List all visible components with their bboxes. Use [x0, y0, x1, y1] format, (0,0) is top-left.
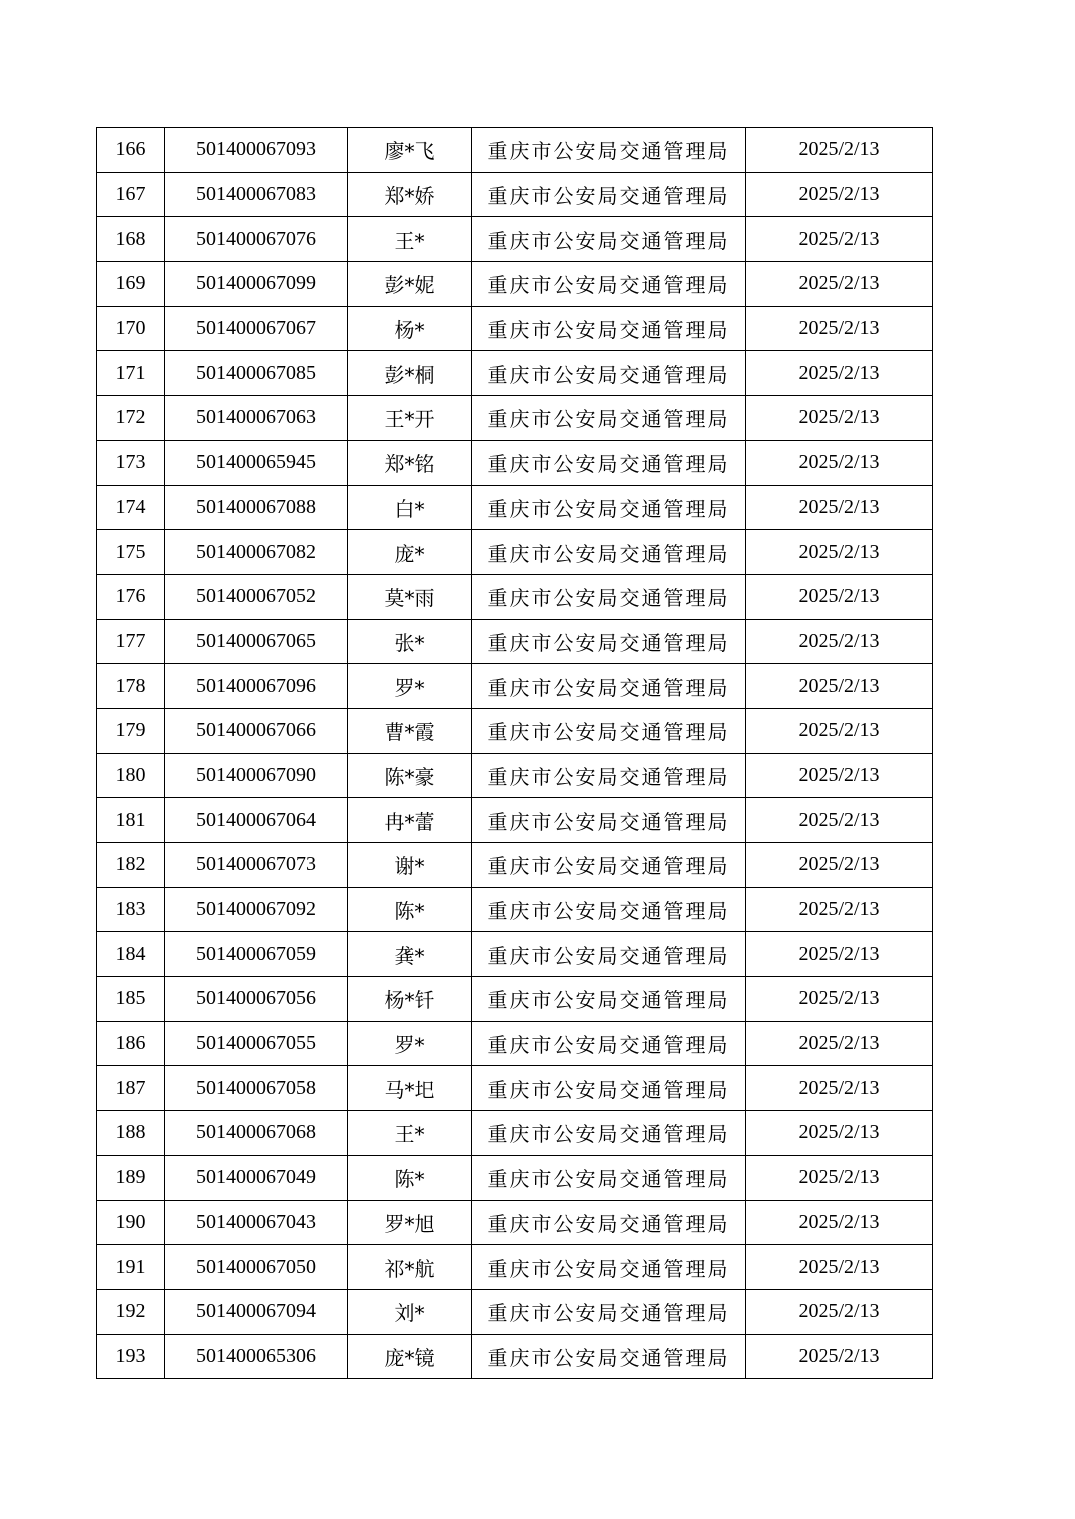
cell-date: 2025/2/13 — [746, 932, 933, 977]
cell-code: 501400067090 — [165, 753, 348, 798]
cell-org: 重庆市公安局交通管理局 — [472, 1334, 746, 1379]
cell-code: 501400067082 — [165, 530, 348, 575]
cell-seq: 193 — [97, 1334, 165, 1379]
cell-date: 2025/2/13 — [746, 1289, 933, 1334]
cell-seq: 175 — [97, 530, 165, 575]
cell-name: 陈* — [348, 887, 472, 932]
cell-name: 罗* — [348, 1021, 472, 1066]
cell-seq: 186 — [97, 1021, 165, 1066]
cell-date: 2025/2/13 — [746, 798, 933, 843]
table-row — [97, 1289, 933, 1334]
cell-name: 彭*妮 — [348, 262, 472, 307]
cell-seq: 184 — [97, 932, 165, 977]
cell-seq: 185 — [97, 977, 165, 1022]
table-row — [97, 485, 933, 530]
cell-seq: 189 — [97, 1155, 165, 1200]
cell-code: 501400067076 — [165, 217, 348, 262]
cell-seq: 173 — [97, 440, 165, 485]
table-row — [97, 172, 933, 217]
cell-date: 2025/2/13 — [746, 1245, 933, 1290]
cell-org: 重庆市公安局交通管理局 — [472, 1021, 746, 1066]
cell-code: 501400067052 — [165, 574, 348, 619]
cell-org: 重庆市公安局交通管理局 — [472, 1289, 746, 1334]
cell-name: 庞*镜 — [348, 1334, 472, 1379]
cell-org: 重庆市公安局交通管理局 — [472, 619, 746, 664]
table-row — [97, 1021, 933, 1066]
cell-seq: 182 — [97, 843, 165, 888]
cell-name: 张* — [348, 619, 472, 664]
cell-code: 501400067065 — [165, 619, 348, 664]
cell-date: 2025/2/13 — [746, 1334, 933, 1379]
cell-date: 2025/2/13 — [746, 396, 933, 441]
cell-date: 2025/2/13 — [746, 351, 933, 396]
cell-org: 重庆市公安局交通管理局 — [472, 753, 746, 798]
cell-code: 501400067056 — [165, 977, 348, 1022]
cell-org: 重庆市公安局交通管理局 — [472, 396, 746, 441]
cell-code: 501400067092 — [165, 887, 348, 932]
cell-name: 刘* — [348, 1289, 472, 1334]
cell-seq: 178 — [97, 664, 165, 709]
cell-seq: 188 — [97, 1111, 165, 1156]
cell-seq: 167 — [97, 172, 165, 217]
cell-name: 王* — [348, 217, 472, 262]
cell-name: 陈*豪 — [348, 753, 472, 798]
cell-name: 祁*航 — [348, 1245, 472, 1290]
cell-seq: 170 — [97, 306, 165, 351]
cell-seq: 176 — [97, 574, 165, 619]
cell-date: 2025/2/13 — [746, 485, 933, 530]
cell-org: 重庆市公安局交通管理局 — [472, 1155, 746, 1200]
cell-seq: 183 — [97, 887, 165, 932]
cell-code: 501400067064 — [165, 798, 348, 843]
cell-code: 501400067073 — [165, 843, 348, 888]
cell-code: 501400067096 — [165, 664, 348, 709]
cell-org: 重庆市公安局交通管理局 — [472, 887, 746, 932]
cell-date: 2025/2/13 — [746, 128, 933, 173]
table-row — [97, 306, 933, 351]
cell-org: 重庆市公安局交通管理局 — [472, 1200, 746, 1245]
cell-org: 重庆市公安局交通管理局 — [472, 798, 746, 843]
cell-seq: 179 — [97, 708, 165, 753]
cell-name: 曹*霞 — [348, 708, 472, 753]
cell-code: 501400067083 — [165, 172, 348, 217]
cell-org: 重庆市公安局交通管理局 — [472, 843, 746, 888]
cell-date: 2025/2/13 — [746, 530, 933, 575]
table-row — [97, 619, 933, 664]
cell-code: 501400067059 — [165, 932, 348, 977]
table-row — [97, 887, 933, 932]
cell-name: 廖*飞 — [348, 128, 472, 173]
cell-code: 501400067093 — [165, 128, 348, 173]
cell-seq: 180 — [97, 753, 165, 798]
cell-seq: 177 — [97, 619, 165, 664]
cell-code: 501400067050 — [165, 1245, 348, 1290]
table-row — [97, 1245, 933, 1290]
table-row — [97, 396, 933, 441]
cell-org: 重庆市公安局交通管理局 — [472, 977, 746, 1022]
table-row — [97, 932, 933, 977]
table-row — [97, 530, 933, 575]
cell-seq: 190 — [97, 1200, 165, 1245]
cell-code: 501400067055 — [165, 1021, 348, 1066]
cell-seq: 171 — [97, 351, 165, 396]
records-table-body — [97, 128, 933, 1379]
table-row — [97, 262, 933, 307]
cell-org: 重庆市公安局交通管理局 — [472, 664, 746, 709]
cell-date: 2025/2/13 — [746, 887, 933, 932]
cell-org: 重庆市公安局交通管理局 — [472, 217, 746, 262]
cell-org: 重庆市公安局交通管理局 — [472, 932, 746, 977]
cell-code: 501400067043 — [165, 1200, 348, 1245]
cell-date: 2025/2/13 — [746, 1066, 933, 1111]
cell-date: 2025/2/13 — [746, 1111, 933, 1156]
cell-date: 2025/2/13 — [746, 262, 933, 307]
cell-code: 501400065945 — [165, 440, 348, 485]
cell-code: 501400067068 — [165, 1111, 348, 1156]
cell-name: 彭*桐 — [348, 351, 472, 396]
cell-code: 501400067066 — [165, 708, 348, 753]
cell-name: 郑*娇 — [348, 172, 472, 217]
cell-code: 501400067099 — [165, 262, 348, 307]
cell-org: 重庆市公安局交通管理局 — [472, 574, 746, 619]
cell-date: 2025/2/13 — [746, 574, 933, 619]
table-row — [97, 217, 933, 262]
cell-org: 重庆市公安局交通管理局 — [472, 440, 746, 485]
cell-org: 重庆市公安局交通管理局 — [472, 1245, 746, 1290]
cell-org: 重庆市公安局交通管理局 — [472, 530, 746, 575]
cell-date: 2025/2/13 — [746, 977, 933, 1022]
cell-name: 王* — [348, 1111, 472, 1156]
cell-org: 重庆市公安局交通管理局 — [472, 128, 746, 173]
cell-org: 重庆市公安局交通管理局 — [472, 1066, 746, 1111]
cell-org: 重庆市公安局交通管理局 — [472, 351, 746, 396]
cell-seq: 172 — [97, 396, 165, 441]
cell-date: 2025/2/13 — [746, 708, 933, 753]
table-row — [97, 753, 933, 798]
table-row — [97, 1155, 933, 1200]
cell-name: 王*开 — [348, 396, 472, 441]
cell-code: 501400067067 — [165, 306, 348, 351]
cell-seq: 187 — [97, 1066, 165, 1111]
cell-code: 501400067088 — [165, 485, 348, 530]
cell-date: 2025/2/13 — [746, 440, 933, 485]
cell-code: 501400067085 — [165, 351, 348, 396]
cell-seq: 191 — [97, 1245, 165, 1290]
table-row — [97, 351, 933, 396]
table-row — [97, 1200, 933, 1245]
cell-date: 2025/2/13 — [746, 843, 933, 888]
cell-org: 重庆市公安局交通管理局 — [472, 1111, 746, 1156]
cell-code: 501400067058 — [165, 1066, 348, 1111]
cell-seq: 192 — [97, 1289, 165, 1334]
cell-date: 2025/2/13 — [746, 619, 933, 664]
cell-date: 2025/2/13 — [746, 1021, 933, 1066]
cell-name: 冉*蕾 — [348, 798, 472, 843]
table-row — [97, 977, 933, 1022]
cell-seq: 168 — [97, 217, 165, 262]
cell-name: 白* — [348, 485, 472, 530]
cell-name: 杨*钎 — [348, 977, 472, 1022]
cell-name: 郑*铭 — [348, 440, 472, 485]
table-row — [97, 574, 933, 619]
cell-date: 2025/2/13 — [746, 753, 933, 798]
cell-name: 庞* — [348, 530, 472, 575]
table-row — [97, 1334, 933, 1379]
records-table — [96, 127, 933, 1379]
table-row — [97, 1111, 933, 1156]
table-row — [97, 798, 933, 843]
cell-org: 重庆市公安局交通管理局 — [472, 262, 746, 307]
cell-name: 罗* — [348, 664, 472, 709]
cell-name: 马*圯 — [348, 1066, 472, 1111]
cell-code: 501400065306 — [165, 1334, 348, 1379]
cell-org: 重庆市公安局交通管理局 — [472, 485, 746, 530]
cell-date: 2025/2/13 — [746, 306, 933, 351]
cell-date: 2025/2/13 — [746, 172, 933, 217]
cell-code: 501400067049 — [165, 1155, 348, 1200]
cell-date: 2025/2/13 — [746, 664, 933, 709]
table-row — [97, 664, 933, 709]
cell-org: 重庆市公安局交通管理局 — [472, 306, 746, 351]
table-row — [97, 843, 933, 888]
cell-org: 重庆市公安局交通管理局 — [472, 708, 746, 753]
cell-name: 杨* — [348, 306, 472, 351]
cell-date: 2025/2/13 — [746, 1200, 933, 1245]
cell-date: 2025/2/13 — [746, 217, 933, 262]
cell-name: 龚* — [348, 932, 472, 977]
cell-org: 重庆市公安局交通管理局 — [472, 172, 746, 217]
cell-code: 501400067063 — [165, 396, 348, 441]
cell-code: 501400067094 — [165, 1289, 348, 1334]
cell-seq: 169 — [97, 262, 165, 307]
table-row — [97, 1066, 933, 1111]
cell-name: 陈* — [348, 1155, 472, 1200]
cell-date: 2025/2/13 — [746, 1155, 933, 1200]
cell-name: 罗*旭 — [348, 1200, 472, 1245]
table-row — [97, 708, 933, 753]
cell-name: 谢* — [348, 843, 472, 888]
cell-seq: 166 — [97, 128, 165, 173]
cell-seq: 174 — [97, 485, 165, 530]
cell-name: 莫*雨 — [348, 574, 472, 619]
cell-seq: 181 — [97, 798, 165, 843]
table-row — [97, 128, 933, 173]
table-row — [97, 440, 933, 485]
